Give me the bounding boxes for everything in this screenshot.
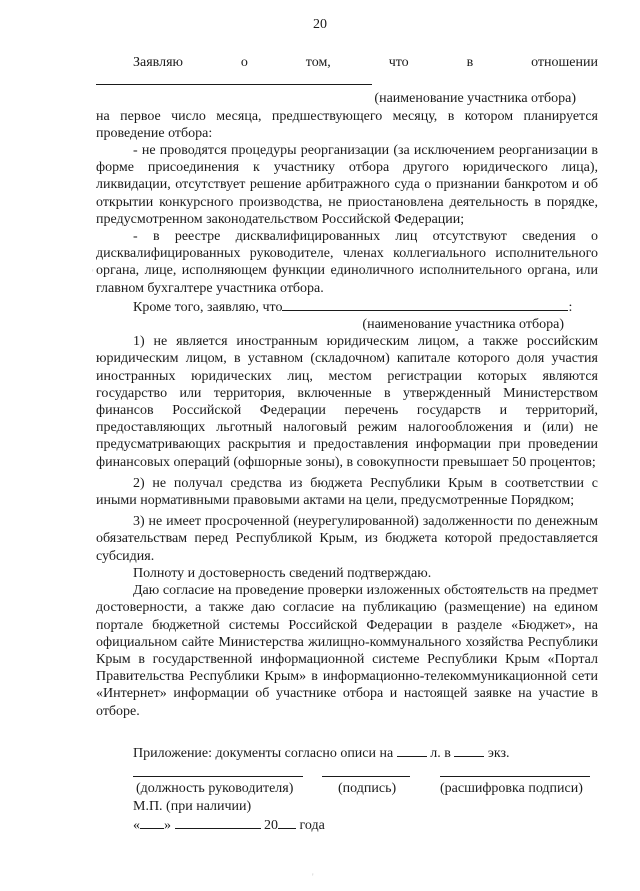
stamp-text: М.П. (при наличии) xyxy=(133,798,252,814)
date-year: 20 xyxy=(264,818,278,834)
decoding-label: (расшифровка подписи) xyxy=(440,780,583,796)
signature-line xyxy=(322,776,410,777)
signature-label: (подпись) xyxy=(338,780,397,796)
attachment-prefix: Приложение: документы согласно описи на xyxy=(133,745,394,761)
declaration-continuation: на первое число месяца, предшествующего месяцу, в котором планируется проведение отбора: xyxy=(96,108,598,141)
declaration-intro: Заявляю о том, что в отношении xyxy=(133,55,598,70)
document-body xyxy=(96,54,598,834)
date-suffix: года xyxy=(299,818,325,834)
signature-row xyxy=(96,770,598,804)
consent-text: Даю согласие на проведение проверки изложенных обстоятельств на предмет достоверности, а также даю согласие на публикацию (размещение) на едином портале бюджетной системы Российской Федерации в разделе «Бюджет», на официальном сайте Министерства жилищно-коммунального хозяйства Республики Крым в государственной информационной системе Республики Крым «Портал Правительства Республики Крым» в информационно-телекоммуникационной сети «Интернет» информации об участнике отбора и настоящей заявке на участие в отборе. xyxy=(96,583,598,719)
attachment-middle: л. в xyxy=(430,745,451,761)
participant-name-blank xyxy=(96,71,372,85)
page-number: 20 xyxy=(313,17,327,32)
additional-participant-blank xyxy=(282,297,568,311)
date-year-blank xyxy=(278,815,296,829)
scan-mark: ' xyxy=(312,872,314,882)
date-close-quote: » xyxy=(164,818,171,834)
attachment-copies-blank xyxy=(454,743,484,757)
position-label: (должность руководителя) xyxy=(136,780,294,796)
additional-colon: : xyxy=(568,299,573,315)
additional-intro: Кроме того, заявляю, что xyxy=(133,299,283,315)
additional-item-1: 1) не является иностранным юридическим лицом, а также российским юридическим лицом, в уставном (складочном) капитале которого доля участия иностранных юридических лиц, местом регистрации которых являются государство или территория, включенные в утвержденный Министерством финансов Российской Федерации перечень государств и территорий, предоставляющих льготный налоговый режим налогообложения и (или) не предусматривающих раскрытия и предоставления информации при проведении финансовых операций (офшорные зоны), в совокупности превышает 50 процентов; xyxy=(96,334,598,470)
attachment-suffix: экз. xyxy=(487,745,510,761)
additional-intro-line xyxy=(96,297,598,316)
date-open-quote: « xyxy=(133,818,140,834)
additional-item-2: 2) не получал средства из бюджета Республики Крым в соответствии с иными нормативными правовыми актами на цели, предусмотренные Порядком; xyxy=(96,475,598,509)
date-line xyxy=(96,815,598,834)
decoding-line xyxy=(440,776,590,777)
additional-caption: (наименование участника отбора) xyxy=(362,317,564,333)
additional-item-3: 3) не имеет просроченной (неурегулированной) задолженности по денежным обязательствам перед Республикой Крым, из бюджета которой предоставляется субсидия. xyxy=(96,514,598,564)
attachment-pages-blank xyxy=(397,743,427,757)
scan-mark: ' xyxy=(92,268,94,278)
date-month-blank xyxy=(175,815,261,829)
confirmation-text: Полноту и достоверность сведений подтверждаю. xyxy=(133,565,432,581)
declaration-intro-line xyxy=(96,54,598,90)
declaration-item-b: - в реестре дисквалифицированных лиц отсутствуют сведения о дисквалифицированных руководителе, членах коллегиального исполнительного органа, лице, исполняющем функции единоличного исполнительного органа, или главном бухгалтере участника отбора. xyxy=(96,229,598,296)
position-line xyxy=(133,776,303,777)
declaration-item-a: - не проводятся процедуры реорганизации (за исключением реорганизации в форме присоединения к участнику отбора другого юридического лица), ликвидации, отсутствует решение арбитражного суда о признании банкротом и об открытии конкурсного производства, не приостановлена деятельность в порядке, предусмотренном законодательством Российской Федерации; xyxy=(96,143,598,227)
date-day-blank xyxy=(140,815,164,829)
declaration-caption: (наименование участника отбора) xyxy=(374,91,576,107)
attachment-line xyxy=(96,743,598,762)
